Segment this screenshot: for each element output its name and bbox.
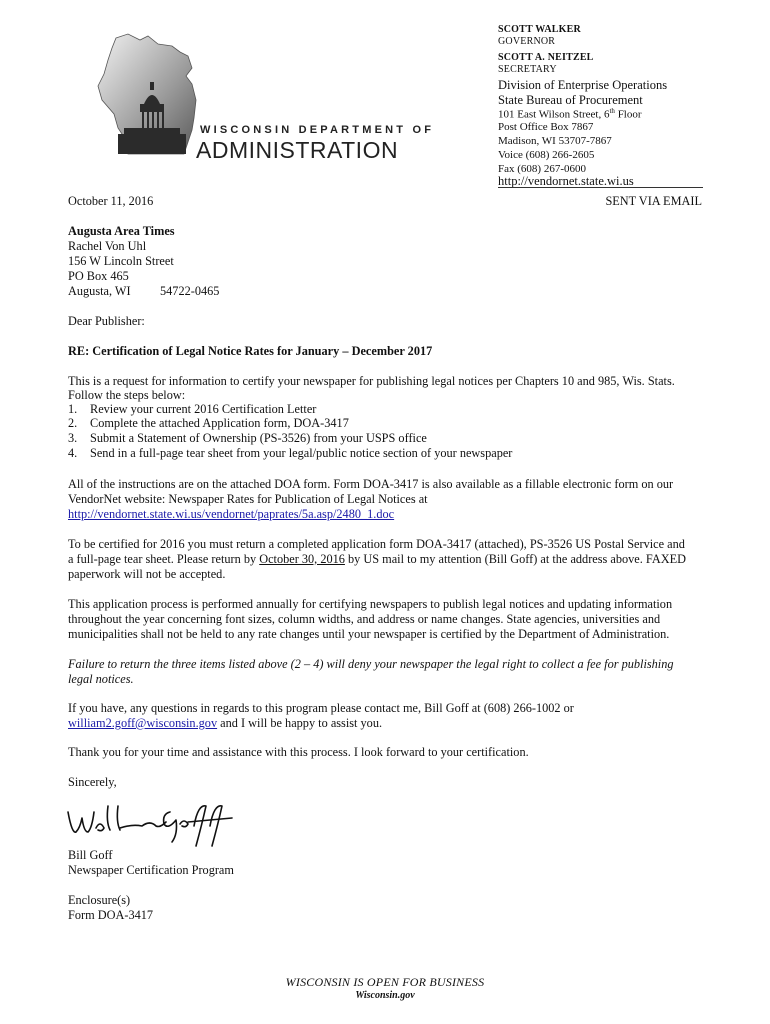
governor-name: SCOTT WALKER [498,24,581,35]
step-text: Review your current 2016 Certification Letter [90,402,317,416]
step-item [68,402,317,417]
re-line: RE: Certification of Legal Notice Rates for January – December 2017 [68,344,433,358]
paragraph2-line2: VendorNet website: Newspaper Rates for Publication of Legal Notices at [68,492,428,506]
step-number: 3. [68,431,78,445]
website-link[interactable]: http://vendornet.state.wi.us [498,174,634,188]
secretary-name: SCOTT A. NEITZEL [498,52,594,63]
footer-site: Wisconsin.gov [355,990,415,1001]
recipient-pobox: PO Box 465 [68,269,129,283]
form-download-link[interactable]: http://vendornet.state.wi.us/vendornet/paprates/5a.asp/2480_1.doc [68,507,395,521]
paragraph1-line2: Follow the steps below: [68,388,186,402]
paragraph3-line1: To be certified for 2016 you must return a completed application form DOA-3417 (attached), PS-3526 US Postal Service and [68,537,685,551]
recipient-zip: 54722-0465 [160,284,220,298]
header-divider [498,187,703,188]
secretary-title: SECRETARY [498,64,557,75]
closing: Sincerely, [68,775,117,789]
street-superscript: th [609,107,615,115]
paragraph5-line2 [68,716,382,731]
salutation: Dear Publisher: [68,314,145,328]
step-number: 2. [68,416,78,430]
paragraph6: Thank you for your time and assistance with this process. I look forward to your certification. [68,745,529,759]
street-prefix: 101 East Wilson Street, 6 [498,108,610,121]
paragraph4-line2: throughout the year concerning font sizes, column widths, and address or name changes. State agencies, universities and [68,612,661,626]
delivery-method: SENT VIA EMAIL [605,194,702,208]
fax-number: Fax (608) 267-0600 [498,163,586,175]
paragraph1-line1: This is a request for information to certify your newspaper for publishing legal notices per Chapters 10 and 985, Wis. Stats. [68,374,675,388]
step-text: Send in a full-page tear sheet from your legal/public notice section of your newspaper [90,446,513,460]
agency-name-line2: ADMINISTRATION [196,137,399,163]
paragraph2-line1: All of the instructions are on the attached DOA form. Form DOA-3417 is also available as a fillable electronic form on our [68,477,674,491]
warning-line2: legal notices. [68,672,134,686]
enclosure-item: Form DOA-3417 [68,908,154,922]
paragraph4-line1: This application process is performed annually for certifying newspapers to publish legal notices and updating information [68,597,673,611]
paragraph3-line2 [68,552,686,567]
signer-title: Newspaper Certification Program [68,863,234,877]
agency-name-line1: WISCONSIN DEPARTMENT OF [200,124,435,136]
step-item [68,416,349,431]
step-item [68,431,427,446]
division-name: Division of Enterprise Operations [498,78,668,92]
paragraph5-line1: If you have, any questions in regards to this program please contact me, Bill Goff at (608) 266-1002 or [68,701,574,715]
step-number: 1. [68,402,78,416]
recipient-city: Augusta, WI [68,284,131,298]
signer-name: Bill Goff [68,848,113,862]
step-text: Complete the attached Application form, DOA-3417 [90,416,349,430]
governor-title: GOVERNOR [498,36,556,47]
city-state-zip: Madison, WI 53707-7867 [498,135,612,147]
warning-line1: Failure to return the three items listed above (2 – 4) will deny your newspaper the legal right to collect a fee for publishing [68,657,674,671]
step-number: 4. [68,446,78,460]
signature-image [62,798,242,850]
enclosure-label: Enclosure(s) [68,893,131,907]
paragraph3-line3: paperwork will not be accepted. [68,567,226,581]
voice-phone: Voice (608) 266-2605 [498,149,595,161]
bureau-name: State Bureau of Procurement [498,93,643,107]
paragraph4-line3: municipalities shall not be held to any rate changes until your newspaper is certified by the Department of Administration. [68,627,670,641]
step-item [68,446,513,461]
recipient-street: 156 W Lincoln Street [68,254,174,268]
paragraph3-line2-post: by US mail to my attention (Bill Goff) at the address above. FAXED [344,552,686,566]
paragraph5-line2-post: and I will be happy to assist you. [217,716,383,730]
recipient-org: Augusta Area Times [68,224,175,238]
street-address [498,107,642,121]
footer-slogan: WISCONSIN IS OPEN FOR BUSINESS [285,975,485,989]
deadline-date: October 30, 2016 [259,552,345,566]
paragraph3-line2-pre: a full-page tear sheet. Please return by [68,552,260,566]
street-suffix: Floor [614,108,642,121]
po-box: Post Office Box 7867 [498,121,594,133]
letter-date: October 11, 2016 [68,194,154,208]
step-text: Submit a Statement of Ownership (PS-3526) from your USPS office [90,431,427,445]
contact-email-link[interactable]: william2.goff@wisconsin.gov [68,716,218,730]
recipient-name: Rachel Von Uhl [68,239,147,253]
